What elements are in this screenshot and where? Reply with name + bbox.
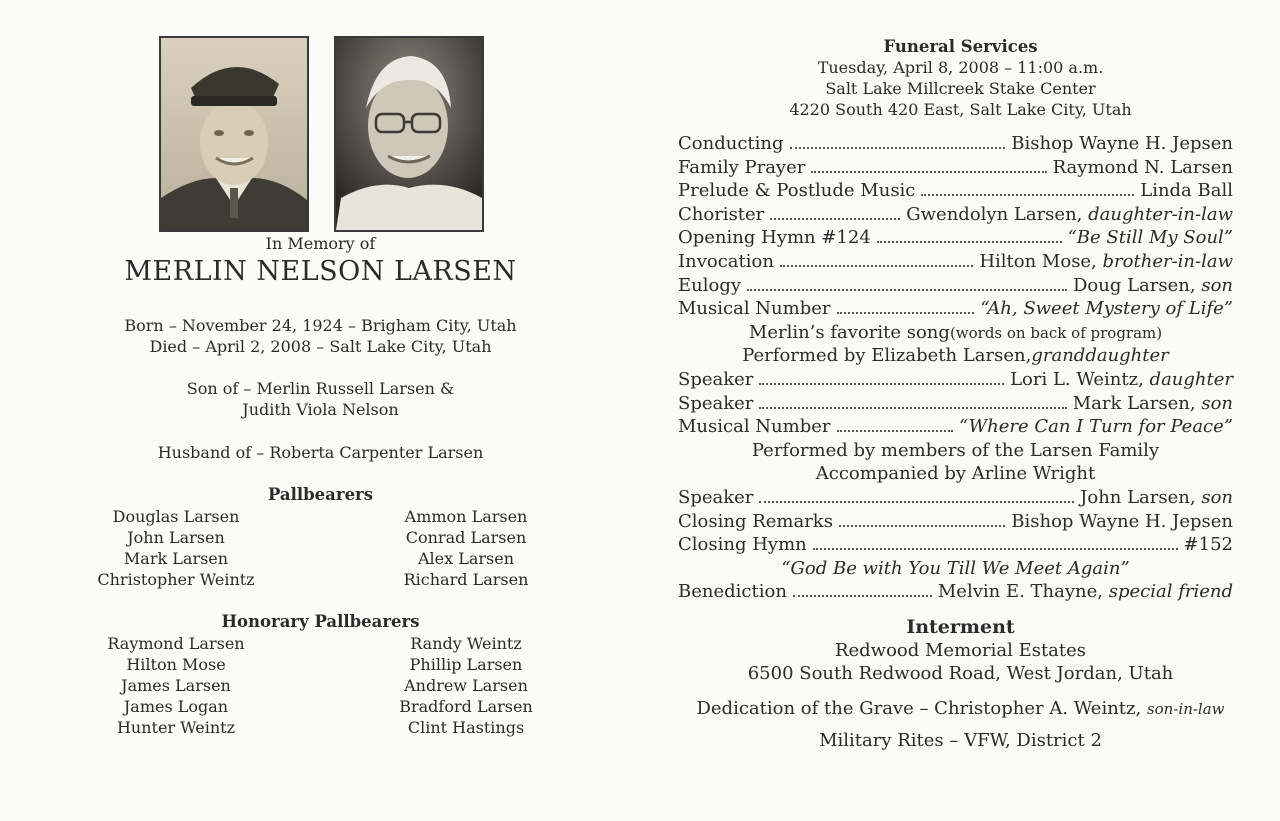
pallbearer-name: Ammon Larsen: [404, 507, 528, 526]
interment-block: [641, 616, 1280, 685]
died-line: Died – April 2, 2008 – Salt Lake City, Utah: [149, 337, 492, 356]
program-value: Bishop Wayne H. Jepsen: [1011, 510, 1233, 532]
service-address: 4220 South 420 East, Salt Lake City, Utah: [789, 100, 1132, 119]
honorary-pallbearer-name: James Logan: [123, 697, 229, 716]
parents-block: [0, 378, 641, 420]
honorary-pallbearer-name: Clint Hastings: [407, 718, 525, 737]
pallbearer-name: Conrad Larsen: [405, 528, 527, 547]
interment-address: 6500 South Redwood Road, West Jordan, Utah: [747, 663, 1174, 684]
honorary-pallbearer-name: Phillip Larsen: [409, 655, 523, 674]
program-list: [678, 133, 1233, 605]
program-label: Chorister: [678, 203, 765, 225]
honorary-left-column: [76, 633, 276, 738]
program-row-opening-hymn: [678, 227, 1233, 251]
pallbearer-name: Douglas Larsen: [112, 507, 240, 526]
program-label: Conducting: [678, 133, 784, 154]
program-label: Musical Number: [678, 416, 831, 438]
program-label: Musical Number: [678, 298, 831, 320]
elderly-portrait-photo: [334, 36, 484, 232]
honorary-pallbearer-name: Andrew Larsen: [404, 676, 528, 695]
program-label: Eulogy: [678, 274, 742, 296]
pallbearers-heading: Pallbearers: [267, 485, 374, 504]
funeral-services-heading: Funeral Services: [883, 37, 1038, 56]
program-value: “Where Can I Turn for Peace”: [958, 416, 1233, 438]
program-row-closing-remarks: [678, 511, 1233, 535]
program-label: Closing Hymn: [678, 534, 807, 556]
program-label: Invocation: [678, 250, 774, 272]
program-label: Benediction: [678, 581, 787, 603]
program-row-speaker-3: [678, 487, 1233, 511]
program-value: Melvin E. Thayne, special friend: [937, 581, 1233, 603]
honorary-pallbearer-name: Randy Weintz: [410, 634, 522, 653]
accompanied-by-line: Accompanied by Arline Wright: [815, 463, 1096, 485]
program-row-speaker-1: [678, 369, 1233, 393]
program-value: #152: [1183, 534, 1233, 556]
young-portrait-photo: [159, 36, 309, 232]
program-row-conducting: [678, 133, 1233, 157]
program-label: Family Prayer: [678, 156, 806, 178]
interment-place: Redwood Memorial Estates: [834, 640, 1087, 661]
program-value: Raymond N. Larsen: [1052, 156, 1233, 178]
program-row-closing-hymn: [678, 534, 1233, 558]
program-row-speaker-2: [678, 393, 1233, 417]
program-value: “Be Still My Soul”: [1067, 227, 1233, 249]
performed-by-line-2: Performed by members of the Larsen Family: [751, 439, 1160, 461]
husband-line: Husband of – Roberta Carpenter Larsen: [157, 443, 484, 462]
honorary-right-column: [366, 633, 566, 738]
pallbearers-right-column: [366, 506, 566, 590]
program-value: Hilton Mose, brother-in-law: [979, 250, 1233, 272]
program-row-prelude: [678, 180, 1233, 204]
program-row-musical-number-2: [678, 416, 1233, 440]
pallbearers-left-column: [76, 506, 276, 590]
favorite-song-line: Merlin’s favorite song (words on back of program): [748, 321, 1163, 343]
son-of-line-2: Judith Viola Nelson: [242, 400, 399, 419]
dedication-line: Dedication of the Grave – Christopher A. Weintz, son-in-law: [696, 698, 1225, 719]
program-row-musical-number-1: [678, 298, 1233, 322]
program-row-invocation: [678, 251, 1233, 275]
in-memory-label: In Memory of: [265, 234, 376, 253]
program-row-chorister: [678, 204, 1233, 228]
son-of-line-1: Son of – Merlin Russell Larsen &: [186, 379, 455, 398]
honorary-pallbearer-name: James Larsen: [121, 676, 231, 695]
program-label: Prelude & Postlude Music: [678, 180, 916, 202]
service-date: Tuesday, April 8, 2008 – 11:00 a.m.: [817, 58, 1104, 77]
honorary-pallbearer-name: Bradford Larsen: [399, 697, 533, 716]
honorary-pallbearer-name: Hilton Mose: [126, 655, 226, 674]
program-value: John Larsen, son: [1080, 486, 1233, 508]
program-value: Linda Ball: [1140, 180, 1233, 202]
program-value: “Ah, Sweet Mystery of Life”: [980, 298, 1233, 320]
pallbearer-name: Christopher Weintz: [97, 570, 255, 589]
service-header: [641, 36, 1280, 120]
pallbearer-name: Mark Larsen: [123, 549, 229, 568]
military-rites-line: Military Rites – VFW, District 2: [819, 730, 1102, 751]
program-value: Bishop Wayne H. Jepsen: [1011, 133, 1233, 154]
pallbearer-name: John Larsen: [127, 528, 225, 547]
program-label: Opening Hymn #124: [678, 227, 871, 249]
service-venue: Salt Lake Millcreek Stake Center: [825, 79, 1096, 98]
program-label: Closing Remarks: [678, 510, 833, 532]
program-row-eulogy: [678, 275, 1233, 299]
program-label: Speaker: [678, 392, 754, 414]
closing-hymn-title: “God Be with You Till We Meet Again”: [781, 557, 1130, 579]
program-value: Doug Larsen, son: [1073, 274, 1233, 296]
program-label: Speaker: [678, 486, 754, 508]
born-line: Born – November 24, 1924 – Brigham City, Utah: [124, 316, 517, 335]
program-value: Lori L. Weintz, daughter: [1010, 368, 1233, 390]
pallbearer-name: Alex Larsen: [417, 549, 515, 568]
performed-by-line-1: Performed by Elizabeth Larsen, granddaughter: [742, 345, 1169, 367]
honorary-pallbearer-name: Hunter Weintz: [116, 718, 236, 737]
honorary-pallbearers-heading: Honorary Pallbearers: [221, 612, 420, 631]
honorary-pallbearer-name: Raymond Larsen: [107, 634, 245, 653]
program-label: Speaker: [678, 368, 754, 390]
birth-death-block: [0, 315, 641, 357]
pallbearer-name: Richard Larsen: [403, 570, 529, 589]
program-row-benediction: [678, 581, 1233, 605]
program-value: Gwendolyn Larsen, daughter-in-law: [906, 203, 1233, 225]
program-value: Mark Larsen, son: [1072, 392, 1233, 414]
deceased-name: MERLIN NELSON LARSEN: [124, 256, 517, 287]
program-row-family-prayer: [678, 157, 1233, 181]
interment-heading: Interment: [906, 616, 1015, 638]
